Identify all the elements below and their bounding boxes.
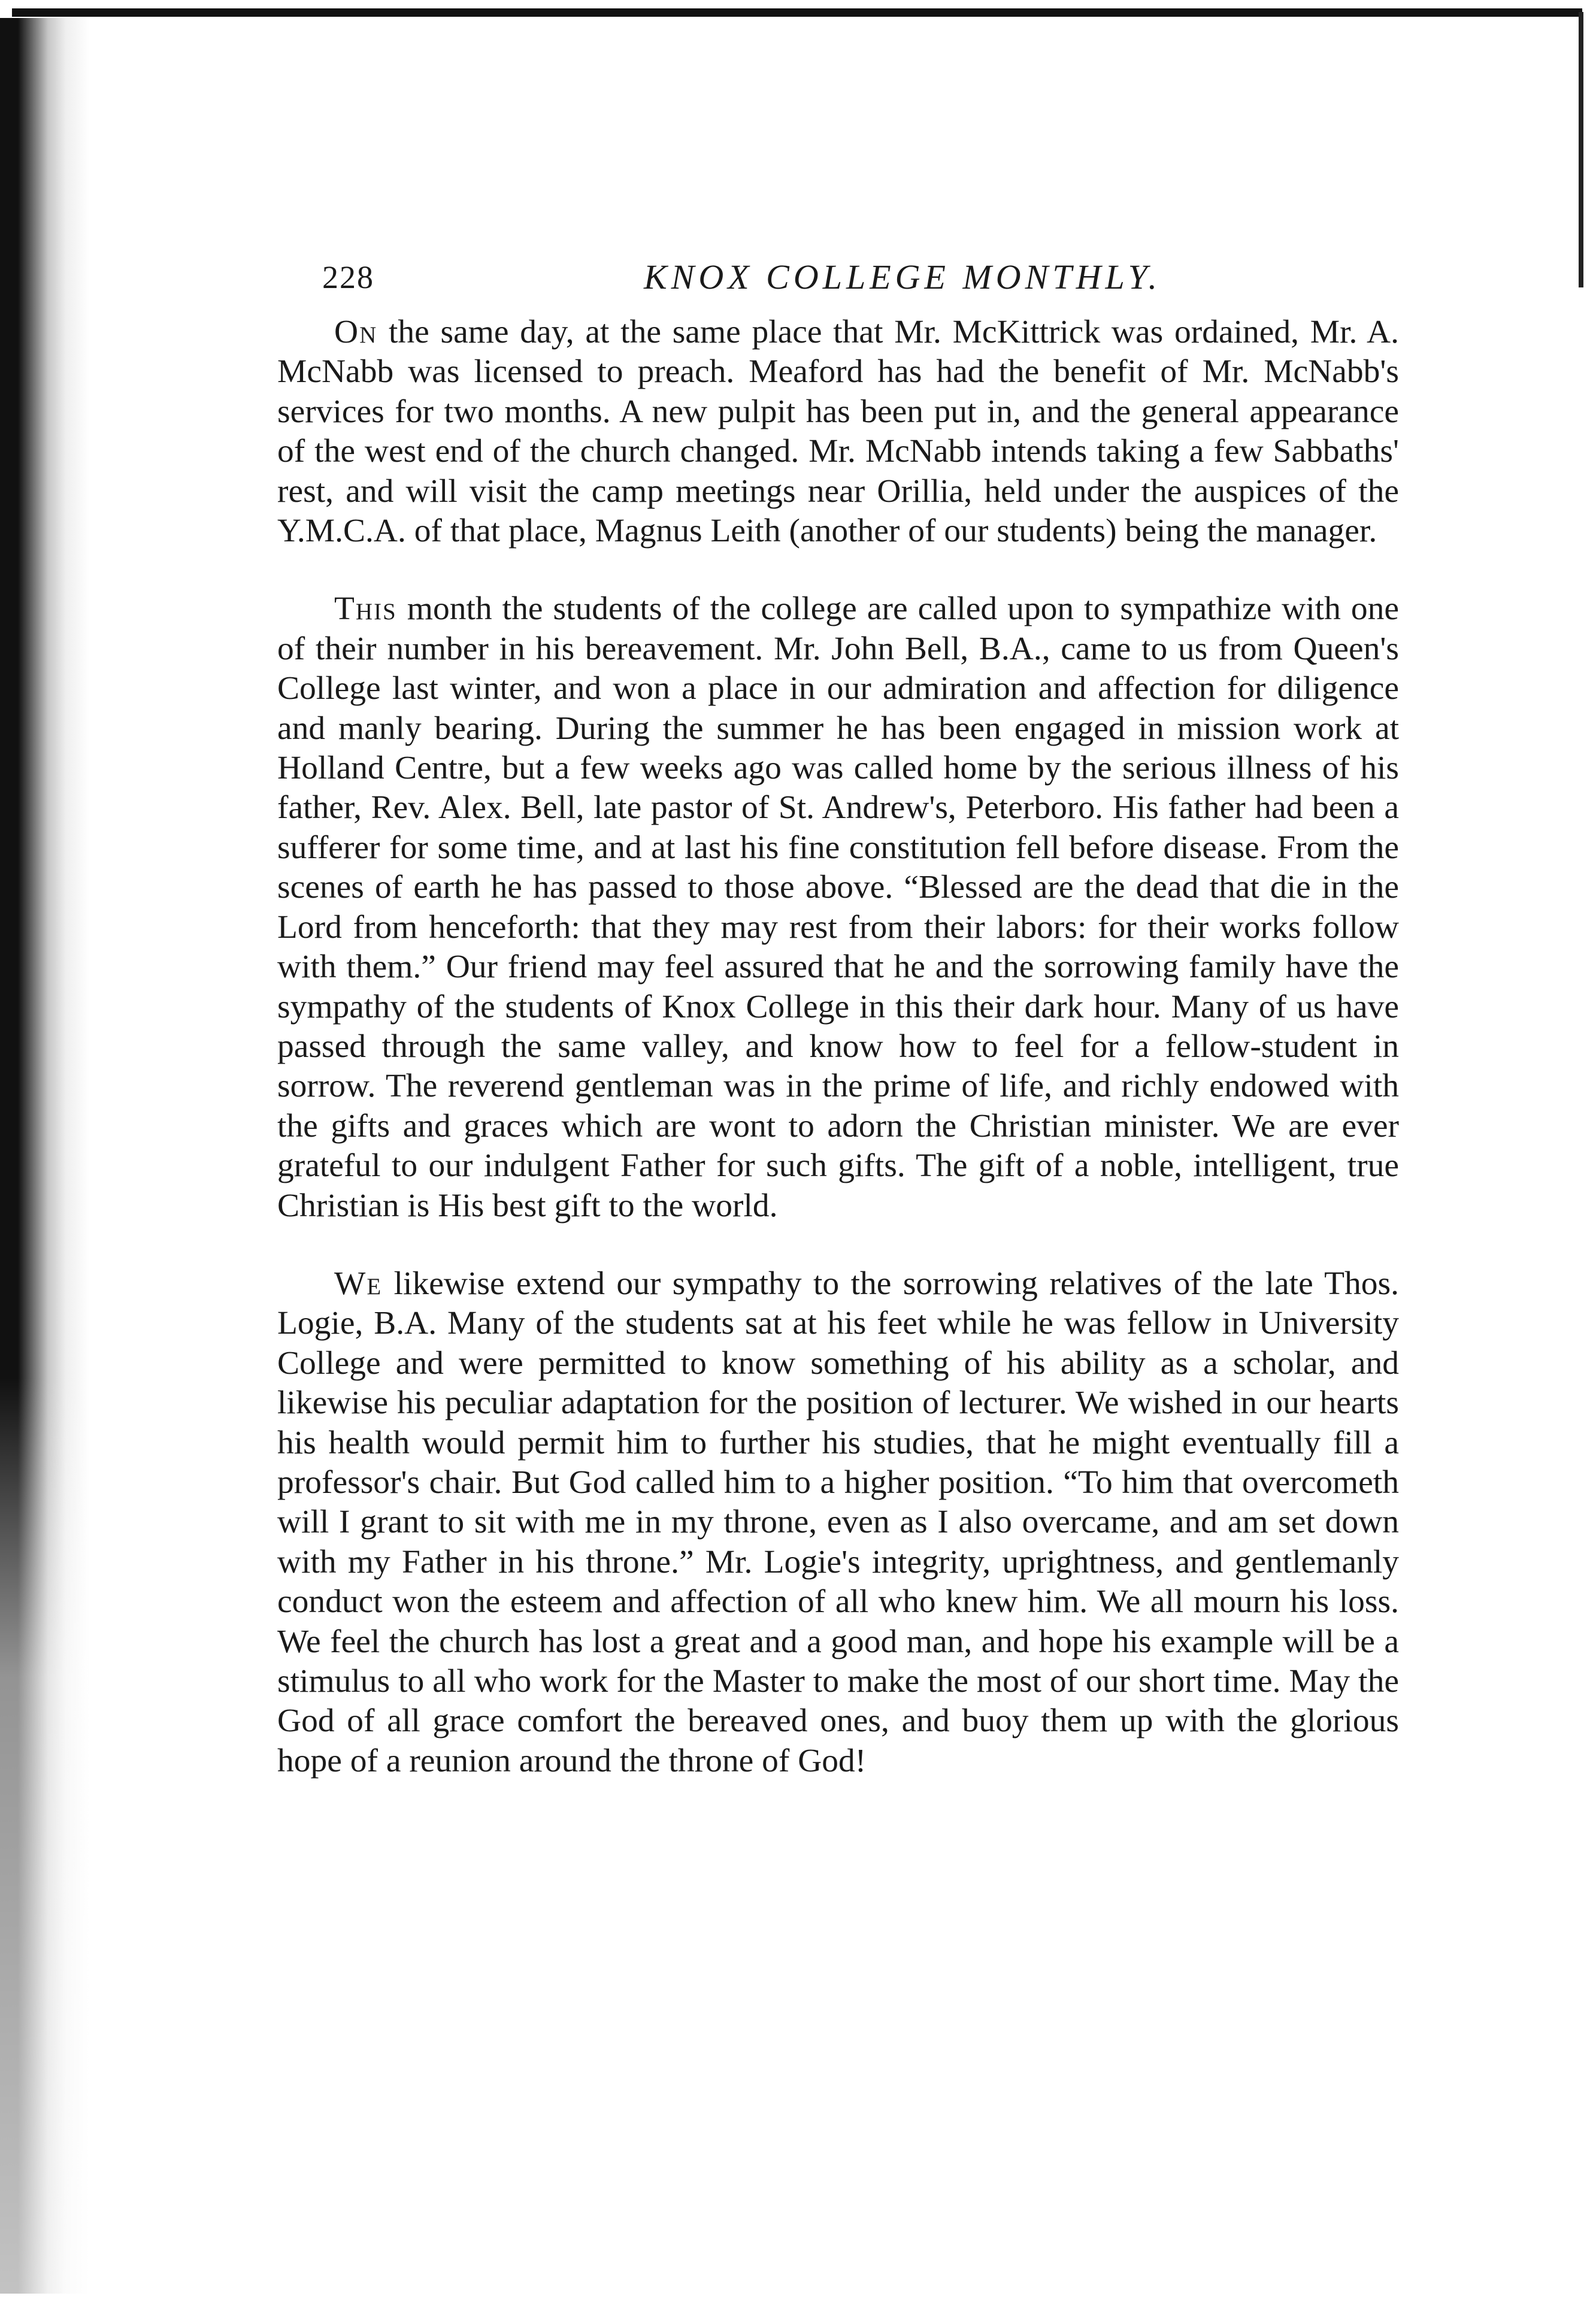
running-title: KNOX COLLEGE MONTHLY. [643,258,1162,296]
paragraph-logie-sympathy [277,1264,1399,1781]
right-page-edge [1579,12,1583,287]
paragraph-lead-word: This [334,590,397,628]
article-body [277,313,1399,1781]
page-header [322,250,1483,304]
paragraph-text: month the students of the college are called upon to sympathize with one of their number in his bereavement. Mr. John Bell, B.A., came to us from Queen's College last winter, and won a place in our admiration and affection for diligence and manly bearing. During the summer he has been engaged in mission work at Holland Centre, but a few weeks ago was called home by the serious illness of his father, Rev. Alex. Bell, late pastor of St. Andrew's, Peterboro. His father had been a sufferer for some time, and at last his fine constitution fell before disease. From the scenes of earth he has passed to those above. “Blessed are the dead that die in the Lord from henceforth: that they may rest from their labors: for their works follow with them.” Our friend may feel assured that he and the sorrowing family have the sympathy of the students of Knox College in this their dark hour. Many of us have passed through the same valley, and know how to feel for a fellow-student in sorrow. The reverend gentleman was in the prime of life, and richly endowed with the gifts and graces which are wont to adorn the Christian minister. We are ever grateful to our indulgent Father for such gifts. The gift of a noble, intelligent, true Christian is His best gift to the world. [277,590,1399,1224]
top-border-rule [12,8,1582,17]
paragraph-bell-bereavement [277,589,1399,1226]
paragraph-mcnabb-licensed [277,313,1399,551]
paragraph-text: the same day, at the same place that Mr. McKittrick was ordained, Mr. A. McNabb was licensed to preach. Meaford has had the benefit of Mr. McNabb's services for two months. A new pulpit has been put in, and the general appearance of the west end of the church changed. Mr. McNabb intends taking a few Sabbaths' rest, and will visit the camp meetings near Orillia, held under the auspices of the Y.M.C.A. of that place, Magnus Leith (another of our students) being the manager. [277,314,1399,550]
paragraph-text: likewise extend our sympathy to the sorrowing relatives of the late Thos. Logie, B.A. Many of the students sat at his feet while he was fellow in University College and were permitted to know something of his ability as a scholar, and likewise his peculiar adaptation for the position of lecturer. We wished in our hearts his health would permit him to further his studies, that he might eventually fill a professor's chair. But God called him to a higher position. “To him that overcometh will I grant to sit with me in my throne, even as I also overcame, and am set down with my Father in his throne.” Mr. Logie's integrity, uprightness, and gentlemanly conduct won the esteem and affection of all who knew him. We all mourn his loss. We feel the church has lost a great and a good man, and hope his example will be a stimulus to all who work for the Master to make the most of our short time. May the God of all grace comfort the bereaved ones, and buoy them up with the glorious hope of a reunion around the throne of God! [277,1265,1399,1779]
page-number: 228 [322,259,374,295]
binding-shadow-fade [0,1377,90,2305]
paragraph-lead-word: On [334,314,378,350]
paragraph-lead-word: We [334,1265,383,1302]
